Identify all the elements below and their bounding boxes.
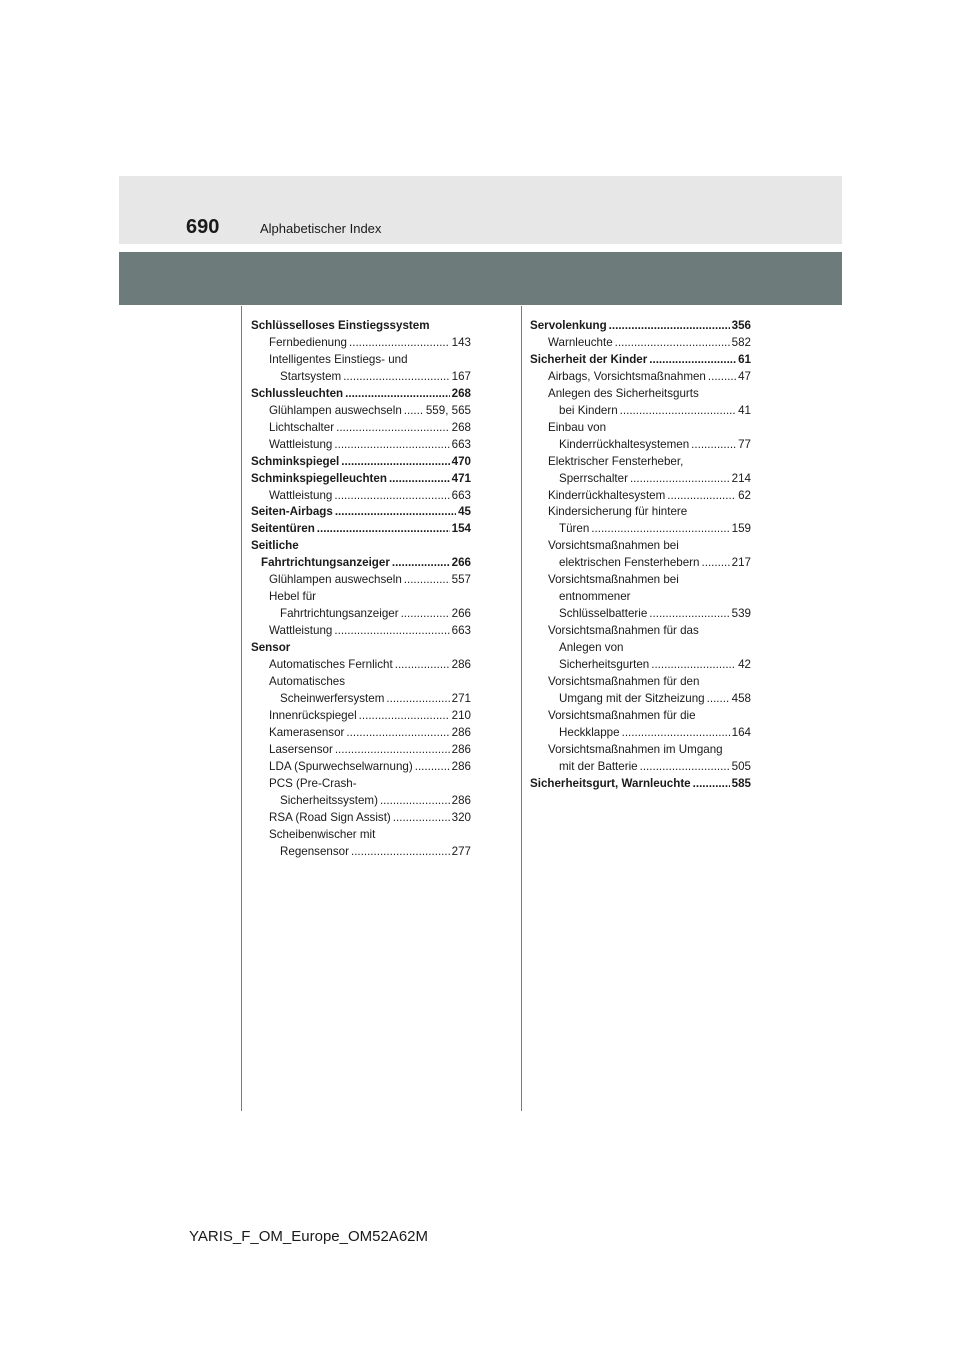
- index-entry-text: Sensor: [251, 641, 291, 655]
- index-entry: [251, 793, 471, 810]
- index-entry-text: Airbags, Vorsichtsmaßnahmen: [548, 369, 706, 383]
- index-entry-page: 320: [451, 810, 471, 824]
- index-entry: [251, 606, 471, 623]
- index-entry: [251, 725, 471, 742]
- index-entry: [530, 657, 751, 674]
- index-entry-text: RSA (Road Sign Assist): [269, 810, 391, 824]
- leader-dots: [392, 555, 450, 572]
- index-entry-text: Glühlampen auswechseln: [269, 403, 402, 417]
- index-entry-text: Seitliche: [251, 539, 299, 553]
- index-entry: [251, 318, 471, 335]
- leader-dots: [649, 606, 729, 623]
- index-entry: [251, 369, 471, 386]
- index-entry: [530, 640, 751, 657]
- index-entry-page: 42: [738, 658, 751, 672]
- index-entry-page: 268: [451, 386, 471, 400]
- index-entry-text: Seitentüren: [251, 522, 315, 536]
- index-entry-text: Fernbedienung: [269, 335, 347, 349]
- index-entry-text: Wattleistung: [269, 488, 333, 502]
- leader-dots: [707, 691, 730, 708]
- index-entry-text: Sicherheit der Kinder: [530, 352, 648, 366]
- index-entry-text: Anlegen des Sicherheitsgurts: [548, 386, 699, 400]
- index-entry-page: 470: [451, 454, 471, 468]
- leader-dots: [630, 471, 730, 488]
- index-entry: [530, 386, 751, 403]
- leader-dots: [404, 403, 424, 420]
- index-entry-page: 505: [731, 759, 751, 773]
- index-entry-text: Vorsichtsmaßnahmen für das: [548, 624, 699, 638]
- index-entry-text: elektrischen Fensterhebern: [559, 556, 700, 570]
- index-entry-page: 277: [451, 844, 471, 858]
- index-entry: [251, 657, 471, 674]
- index-entry-text: Sperrschalter: [559, 471, 628, 485]
- index-entry-text: Lichtschalter: [269, 420, 335, 434]
- index-entry-page: 167: [451, 369, 471, 383]
- index-entry-page: 286: [451, 759, 471, 773]
- index-entry-text: Fahrtrichtungsanzeiger: [261, 556, 390, 570]
- index-entry: [251, 538, 471, 555]
- section-title: Alphabetischer Index: [260, 221, 382, 236]
- index-entry-text: Regensensor: [280, 844, 349, 858]
- leader-dots: [404, 572, 450, 589]
- index-entry-text: Vorsichtsmaßnahmen im Umgang: [548, 742, 723, 756]
- index-entry: [251, 555, 471, 572]
- index-entry-page: 663: [451, 624, 471, 638]
- index-entry-text: Schminkspiegelleuchten: [251, 471, 387, 485]
- index-entry-text: Warnleuchte: [548, 335, 613, 349]
- index-entry-page: 45: [458, 505, 471, 519]
- index-entry-text: Kinderrückhaltesystemen: [559, 437, 690, 451]
- index-entry-page: 61: [738, 352, 751, 366]
- index-entry-text: Servolenkung: [530, 319, 607, 332]
- column-rule-middle: [521, 306, 522, 1111]
- leader-dots: [335, 504, 456, 521]
- index-entry: [251, 674, 471, 691]
- index-entry-text: Startsystem: [280, 369, 342, 383]
- index-entry: [530, 471, 751, 488]
- index-entry-page: 286: [451, 793, 471, 807]
- leader-dots: [351, 844, 450, 861]
- index-entry: [251, 623, 471, 640]
- index-entry-text: Innenrückspiegel: [269, 708, 357, 722]
- leader-dots: [393, 810, 450, 827]
- index-entry-page: 356: [731, 319, 751, 332]
- index-entry-page: 559, 565: [425, 403, 471, 417]
- index-entry-page: 286: [451, 725, 471, 739]
- index-entry-text: Fahrtrichtungsanzeiger: [280, 607, 399, 621]
- leader-dots: [335, 742, 450, 759]
- index-entry-page: 47: [738, 369, 751, 383]
- index-entry-text: Automatisches Fernlicht: [269, 658, 393, 672]
- leader-dots: [708, 369, 736, 386]
- index-entry-page: 143: [451, 335, 471, 349]
- index-entry: [251, 352, 471, 369]
- leader-dots: [702, 555, 730, 572]
- index-entry-text: Sicherheitsgurten: [559, 658, 650, 672]
- leader-dots: [380, 793, 450, 810]
- leader-dots: [693, 776, 730, 793]
- index-entry: [251, 742, 471, 759]
- header-band: [119, 176, 842, 244]
- leader-dots: [401, 606, 450, 623]
- index-entry-text: Schlüsselbatterie: [559, 607, 648, 621]
- index-entry-page: 286: [451, 658, 471, 672]
- index-entry-text: Elektrischer Fensterheber,: [548, 454, 684, 468]
- index-entry-text: bei Kindern: [559, 403, 618, 417]
- index-entry: [251, 386, 471, 403]
- leader-dots: [691, 437, 736, 454]
- index-entry-page: 582: [731, 335, 751, 349]
- index-entry-page: 154: [451, 522, 471, 536]
- index-entry-text: Automatisches: [269, 675, 346, 689]
- index-entry-text: entnommener: [559, 590, 631, 604]
- index-entry: [530, 674, 751, 691]
- leader-dots: [615, 335, 730, 352]
- index-entry: [251, 521, 471, 538]
- index-entry: [251, 488, 471, 505]
- index-entry-page: 268: [451, 420, 471, 434]
- index-entry-text: LDA (Spurwechselwarnung): [269, 759, 413, 773]
- index-entry-text: Lasersensor: [269, 742, 333, 756]
- index-entry-page: 217: [731, 556, 751, 570]
- index-entry: [530, 708, 751, 725]
- index-entry: [251, 420, 471, 437]
- index-entry: [530, 369, 751, 386]
- index-entry: [530, 318, 751, 335]
- index-entry-page: 159: [731, 522, 751, 536]
- index-entry-text: Kindersicherung für hintere: [548, 505, 688, 519]
- leader-dots: [622, 725, 730, 742]
- document-id: YARIS_F_OM_Europe_OM52A62M: [189, 1228, 428, 1245]
- index-entry: [251, 454, 471, 471]
- index-entry-text: Anlegen von: [559, 641, 624, 655]
- index-entry: [251, 691, 471, 708]
- index-entry-page: 663: [451, 437, 471, 451]
- index-entry: [530, 504, 751, 521]
- index-entry: [251, 403, 471, 420]
- leader-dots: [341, 454, 449, 471]
- index-entry: [251, 335, 471, 352]
- index-entry-page: 62: [738, 488, 751, 502]
- index-entry-page: 539: [731, 607, 751, 621]
- index-entry-text: Vorsichtsmaßnahmen für den: [548, 675, 700, 689]
- leader-dots: [386, 691, 449, 708]
- index-entry-page: 663: [451, 488, 471, 502]
- leader-dots: [334, 488, 449, 505]
- index-entry-text: Türen: [559, 522, 590, 536]
- index-entry: [251, 572, 471, 589]
- index-entry-page: 266: [451, 607, 471, 621]
- index-entry: [251, 827, 471, 844]
- index-entry: [251, 504, 471, 521]
- index-entry-page: 164: [731, 725, 751, 739]
- index-entry-text: Schminkspiegel: [251, 454, 340, 468]
- leader-dots: [389, 471, 450, 488]
- index-entry-text: Sicherheitssystem): [280, 793, 378, 807]
- index-entry-text: mit der Batterie: [559, 759, 638, 773]
- index-entry: [251, 759, 471, 776]
- index-entry-text: Sicherheitsgurt, Warnleuchte: [530, 776, 691, 790]
- leader-dots: [415, 759, 450, 776]
- index-entry-text: Kamerasensor: [269, 725, 345, 739]
- leader-dots: [336, 420, 450, 437]
- index-entry: [251, 810, 471, 827]
- index-column-right: [530, 318, 751, 793]
- index-entry-text: Wattleistung: [269, 624, 333, 638]
- leader-dots: [359, 708, 450, 725]
- index-entry: [530, 454, 751, 471]
- index-entry-page: 585: [731, 776, 751, 790]
- index-entry-text: Vorsichtsmaßnahmen bei: [548, 573, 679, 587]
- header-dark-band: [119, 252, 842, 305]
- index-entry: [530, 538, 751, 555]
- index-entry: [251, 471, 471, 488]
- index-entry-text: Einbau von: [548, 420, 607, 434]
- leader-dots: [395, 657, 450, 674]
- index-entry: [530, 555, 751, 572]
- index-entry-text: Scheibenwischer mit: [269, 827, 376, 841]
- index-entry: [530, 691, 751, 708]
- index-entry-text: Scheinwerfersystem: [280, 691, 385, 705]
- index-entry: [530, 742, 751, 759]
- index-entry-page: 77: [738, 437, 751, 451]
- index-entry-text: Seiten-Airbags: [251, 505, 333, 519]
- index-entry: [530, 437, 751, 454]
- index-entry: [530, 488, 751, 505]
- leader-dots: [640, 759, 730, 776]
- index-entry-page: 271: [451, 691, 471, 705]
- leader-dots: [345, 386, 450, 403]
- index-entry-text: Hebel für: [269, 590, 317, 604]
- index-entry-page: 210: [451, 708, 471, 722]
- page-number: 690: [186, 216, 220, 238]
- index-entry-page: 458: [731, 691, 751, 705]
- leader-dots: [334, 623, 449, 640]
- leader-dots: [349, 335, 450, 352]
- index-entry-text: Vorsichtsmaßnahmen für die: [548, 708, 696, 722]
- leader-dots: [667, 488, 736, 505]
- index-entry-page: 286: [451, 742, 471, 756]
- index-entry-page: 214: [731, 471, 751, 485]
- index-entry: [530, 521, 751, 538]
- leader-dots: [591, 521, 729, 538]
- index-entry: [251, 437, 471, 454]
- index-entry-text: Schlussleuchten: [251, 386, 344, 400]
- index-entry-text: Wattleistung: [269, 437, 333, 451]
- index-entry-text: Intelligentes Einstiegs- und: [269, 352, 408, 366]
- index-entry: [530, 572, 751, 589]
- index-entry: [530, 352, 751, 369]
- index-entry: [251, 844, 471, 861]
- index-entry-text: Vorsichtsmaßnahmen bei: [548, 539, 679, 553]
- index-entry-text: Schlüsselloses Einstiegssystem: [251, 319, 430, 332]
- index-entry-page: 266: [451, 556, 471, 570]
- index-entry: [530, 606, 751, 623]
- index-entry: [530, 403, 751, 420]
- leader-dots: [620, 403, 736, 420]
- leader-dots: [343, 369, 449, 386]
- index-entry-page: 471: [451, 471, 471, 485]
- index-entry: [530, 589, 751, 606]
- index-entry: [530, 776, 751, 793]
- leader-dots: [649, 352, 736, 369]
- index-entry: [251, 640, 471, 657]
- leader-dots: [346, 725, 449, 742]
- index-entry: [251, 776, 471, 793]
- index-entry-text: Glühlampen auswechseln: [269, 573, 402, 587]
- leader-dots: [334, 437, 449, 454]
- index-entry-text: Kinderrückhaltesystem: [548, 488, 666, 502]
- index-entry-text: Umgang mit der Sitzheizung: [559, 691, 705, 705]
- index-entry: [251, 589, 471, 606]
- index-entry: [530, 335, 751, 352]
- leader-dots: [609, 318, 730, 335]
- index-entry-text: Heckklappe: [559, 725, 620, 739]
- index-entry-page: 41: [738, 403, 751, 417]
- index-entry: [530, 420, 751, 437]
- index-entry-text: PCS (Pre-Crash-: [269, 776, 357, 790]
- index-entry: [251, 708, 471, 725]
- index-entry-page: 557: [451, 573, 471, 587]
- leader-dots: [317, 521, 450, 538]
- column-rule-left: [241, 306, 242, 1111]
- index-entry: [530, 725, 751, 742]
- leader-dots: [651, 657, 736, 674]
- index-entry: [530, 623, 751, 640]
- index-column-left: [251, 318, 471, 861]
- index-entry: [530, 759, 751, 776]
